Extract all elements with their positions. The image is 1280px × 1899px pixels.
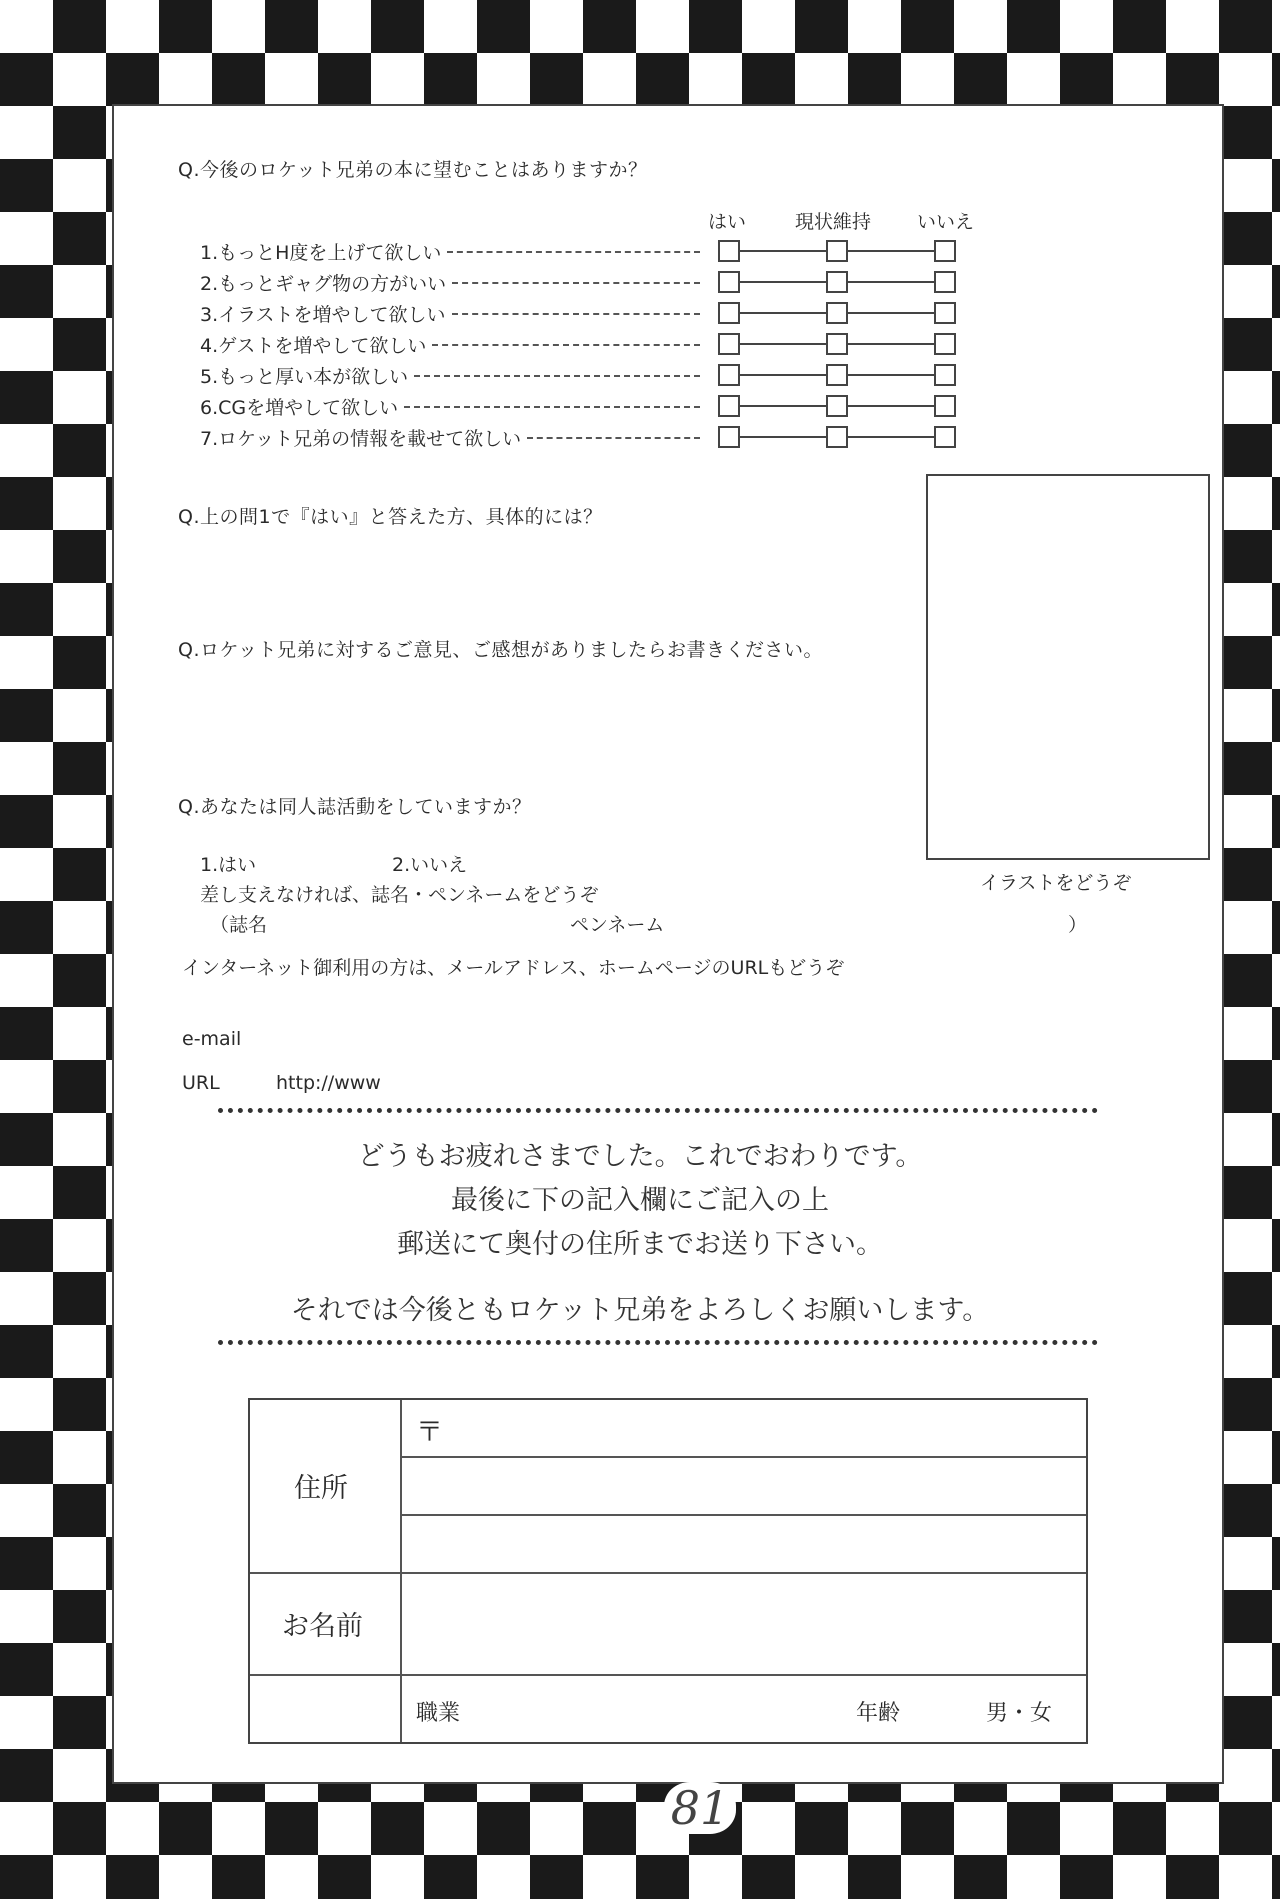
checkbox-maintain[interactable] [826,271,848,293]
checkbox-no[interactable] [934,364,956,386]
survey-item-label: 4.ゲストを増やして欲しい [200,335,427,357]
question-2: Q.上の問1で『はい』と答えた方、具体的には？ [178,506,603,528]
connector-line [848,405,934,407]
column-no: いいえ [917,211,975,233]
postal-mark: 〒 [416,1417,443,1448]
checkbox-maintain[interactable] [826,395,848,417]
q4-note: 差し支えなければ、誌名・ペンネームをどうぞ [200,884,599,906]
checkbox-yes[interactable] [718,426,740,448]
checkbox-yes[interactable] [718,364,740,386]
survey-item-label: 7.ロケット兄弟の情報を載せて欲しい [200,428,522,450]
leader-dashes [447,251,700,253]
q4-option-no[interactable]: 2.いいえ [392,854,468,876]
dotted-separator-bottom [218,1340,1098,1345]
closing-line-3: 郵送にて奥付の住所までお送り下さい。 [397,1229,883,1260]
question-1: Q.今後のロケット兄弟の本に望むことはありますか？ [178,159,648,181]
leader-dashes [452,282,700,284]
postal-code-field[interactable] [400,1400,1086,1456]
checkbox-yes[interactable] [718,271,740,293]
question-3: Q.ロケット兄弟に対するご意見、ご感想がありましたらお書きください。 [178,639,824,661]
checkbox-yes[interactable] [718,240,740,262]
checkbox-no[interactable] [934,302,956,324]
connector-line [740,374,826,376]
checkbox-no[interactable] [934,395,956,417]
connector-line [740,312,826,314]
checkbox-maintain[interactable] [826,302,848,324]
survey-item-label: 3.イラストを増やして欲しい [200,304,446,326]
name-field[interactable] [400,1572,1086,1674]
closing-line-2: 最後に下の記入欄にご記入の上 [451,1185,829,1216]
survey-item-label: 1.もっとH度を上げて欲しい [200,242,442,264]
checkbox-no[interactable] [934,271,956,293]
leader-dashes [527,437,700,439]
closing-line-4: それでは今後ともロケット兄弟をよろしくお願いします。 [290,1295,990,1326]
leader-dashes [432,344,700,346]
survey-item-label: 5.もっと厚い本が欲しい [200,366,409,388]
connector-line [740,343,826,345]
column-maintain: 現状維持 [795,211,872,233]
section-divider-2 [250,1674,1086,1676]
question-4: Q.あなたは同人誌活動をしていますか？ [178,796,532,818]
job-label: 職業 [416,1701,461,1726]
column-yes: はい [708,211,747,233]
internet-note: インターネット御利用の方は、メールアドレス、ホームページのURLもどうぞ [182,957,845,979]
connector-line [848,312,934,314]
email-label: e-mail [182,1028,242,1050]
survey-item-label: 6.CGを増やして欲しい [200,397,399,419]
checkbox-yes[interactable] [718,302,740,324]
connector-line [740,281,826,283]
connector-line [848,343,934,345]
checkbox-no[interactable] [934,240,956,262]
dotted-separator-top [218,1108,1098,1113]
connector-line [848,374,934,376]
checkbox-no[interactable] [934,426,956,448]
connector-line [740,250,826,252]
illustration-caption: イラストをどうぞ [980,872,1132,894]
leader-dashes [404,406,700,408]
page-number: 81 [664,1782,736,1834]
leader-dashes [414,375,700,377]
checkbox-no[interactable] [934,333,956,355]
checkbox-maintain[interactable] [826,333,848,355]
connector-line [848,436,934,438]
q4-option-yes[interactable]: 1.はい [200,854,257,876]
close-paren: ） [1068,914,1088,936]
pen-name-label: ペンネーム [570,914,665,936]
name-label: お名前 [282,1611,363,1642]
connector-line [848,250,934,252]
connector-line [740,405,826,407]
gender-label: 男・女 [986,1701,1053,1726]
checkbox-maintain[interactable] [826,240,848,262]
survey-item-label: 2.もっとギャグ物の方がいい [200,273,447,295]
address-field[interactable] [400,1456,1086,1572]
url-value: http://www [276,1072,381,1094]
connector-line [740,436,826,438]
closing-line-1: どうもお疲れさまでした。これでおわりです。 [357,1141,923,1172]
connector-line [848,281,934,283]
leader-dashes [452,313,700,315]
checkbox-yes[interactable] [718,333,740,355]
address-form [248,1398,1088,1744]
checkbox-yes[interactable] [718,395,740,417]
address-label: 住所 [294,1473,348,1504]
age-label: 年齢 [856,1701,901,1726]
illustration-box[interactable] [926,474,1210,860]
zine-name-label: （誌名 [210,914,268,936]
url-label: URL [182,1072,220,1094]
checkbox-maintain[interactable] [826,364,848,386]
checkbox-maintain[interactable] [826,426,848,448]
